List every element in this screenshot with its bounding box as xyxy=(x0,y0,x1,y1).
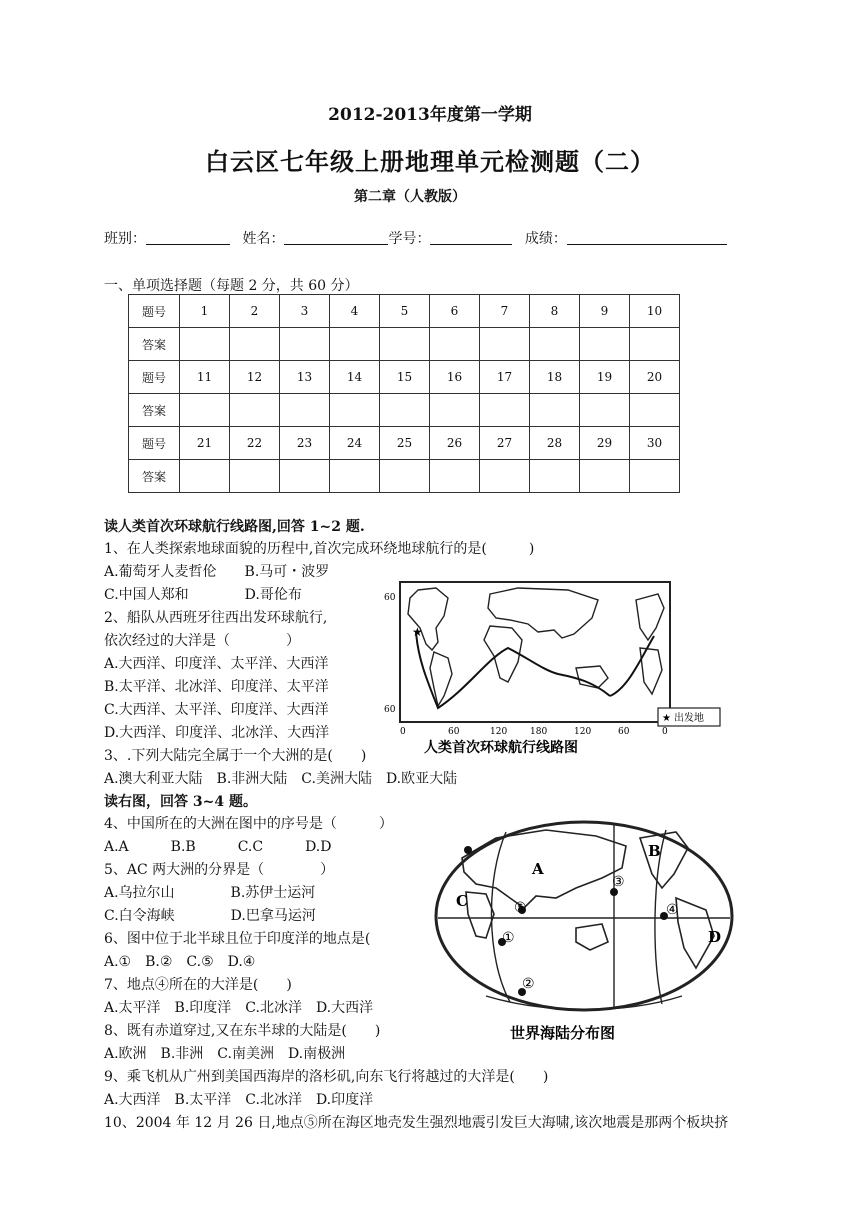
question-number: 19 xyxy=(580,361,630,394)
question-number: 20 xyxy=(630,361,680,394)
question-option: B.太平洋、北冰洋、印度洋、太平洋 xyxy=(104,679,329,695)
lon-label: 60 xyxy=(618,727,630,737)
lon-label: 0 xyxy=(662,727,668,737)
answer-cell[interactable] xyxy=(480,394,530,427)
table-row xyxy=(129,295,680,328)
answer-cell[interactable] xyxy=(330,394,380,427)
question-option: C.大西洋、太平洋、印度洋、大西洋 xyxy=(104,702,329,718)
question-options: A.乌拉尔山 B.苏伊士运河 xyxy=(104,885,316,901)
answer-cell[interactable] xyxy=(380,328,430,361)
point-label: ③ xyxy=(612,874,625,890)
question-text: 7、地点④所在的大洋是( ) xyxy=(104,977,292,993)
lon-label: 180 xyxy=(530,727,548,737)
answer-cell[interactable] xyxy=(630,460,680,493)
answer-cell[interactable] xyxy=(630,328,680,361)
lon-label: 120 xyxy=(574,727,592,737)
question-options: A.大西洋 B.太平洋 C.北冰洋 D.印度洋 xyxy=(104,1092,374,1108)
continent-label: D xyxy=(708,928,722,946)
answer-cell[interactable] xyxy=(180,460,230,493)
question-number: 16 xyxy=(430,361,480,394)
question-number: 11 xyxy=(180,361,230,394)
question-options: A.澳大利亚大陆 B.非洲大陆 C.美洲大陆 D.欧亚大陆 xyxy=(104,771,458,787)
answer-cell[interactable] xyxy=(430,394,480,427)
lon-label: 120 xyxy=(490,727,508,737)
name-label: 姓名： xyxy=(242,231,285,247)
answer-cell[interactable] xyxy=(480,460,530,493)
map-caption: 人类首次环球航行线路图 xyxy=(424,740,578,756)
question-options: A.太平洋 B.印度洋 C.北冰洋 D.大西洋 xyxy=(104,1000,374,1016)
continent-label: C xyxy=(456,892,468,910)
table-row xyxy=(129,427,680,460)
question-number: 30 xyxy=(630,427,680,460)
question-number: 24 xyxy=(330,427,380,460)
row-label: 答案 xyxy=(129,394,180,427)
question-options: A.欧洲 B.非洲 C.南美洲 D.南极洲 xyxy=(104,1046,346,1062)
id-label: 学号： xyxy=(388,231,431,247)
table-row xyxy=(129,328,680,361)
question-number: 18 xyxy=(530,361,580,394)
answer-cell[interactable] xyxy=(280,394,330,427)
answer-cell[interactable] xyxy=(380,460,430,493)
point-label: ⑤ xyxy=(514,900,527,916)
point-label: ④ xyxy=(666,902,679,918)
question-text: 5、AC 两大洲的分界是（ ） xyxy=(104,862,335,878)
table-row xyxy=(129,460,680,493)
question-text: 9、乘飞机从广州到美国西海岸的洛杉矶,向东飞行将越过的大洋是( ) xyxy=(104,1069,549,1085)
table-row xyxy=(129,361,680,394)
world-land-sea-map xyxy=(426,818,742,1048)
question-number: 5 xyxy=(380,295,430,328)
continent-label: B xyxy=(648,842,661,860)
question-number: 23 xyxy=(280,427,330,460)
question-number: 3 xyxy=(280,295,330,328)
year-term: 2012-2013年度第一学期 xyxy=(328,105,532,125)
map-point-marker xyxy=(464,846,472,854)
answer-cell[interactable] xyxy=(230,394,280,427)
question-options: A.① B.② C.⑤ D.④ xyxy=(104,954,256,970)
answer-cell[interactable] xyxy=(180,394,230,427)
question-number: 6 xyxy=(430,295,480,328)
question-text: 8、既有赤道穿过,又在东半球的大陆是( ) xyxy=(104,1023,381,1039)
question-options: C.中国人郑和 D.哥伦布 xyxy=(104,587,302,603)
question-option: D.大西洋、印度洋、北冰洋、大西洋 xyxy=(104,725,330,741)
page-title: 白云区七年级上册地理单元检测题（二） xyxy=(205,147,655,176)
answer-cell[interactable] xyxy=(280,328,330,361)
name-field[interactable] xyxy=(284,230,388,245)
question-number: 17 xyxy=(480,361,530,394)
question-text: 10、2004 年 12 月 26 日,地点⑤所在海区地壳发生强烈地震引发巨大海啸,该次地震是那两个板块挤 xyxy=(104,1115,729,1131)
navigation-route-map xyxy=(378,578,722,758)
passage-intro: 读右图，回答 3~4 题。 xyxy=(104,794,257,810)
point-label: ② xyxy=(522,976,535,992)
answer-cell[interactable] xyxy=(630,394,680,427)
continent-label: A xyxy=(532,860,544,878)
answer-cell[interactable] xyxy=(330,460,380,493)
question-number: 26 xyxy=(430,427,480,460)
question-number: 7 xyxy=(480,295,530,328)
question-text: 4、中国所在的大洲在图中的序号是（ ） xyxy=(104,816,393,832)
question-text: 3、.下列大陆完全属于一个大洲的是( ) xyxy=(104,748,367,764)
question-options: C.白令海峡 D.巴拿马运河 xyxy=(104,908,316,924)
lat-label: 60 xyxy=(384,593,396,603)
answer-cell[interactable] xyxy=(480,328,530,361)
question-number: 25 xyxy=(380,427,430,460)
answer-cell[interactable] xyxy=(430,460,480,493)
question-number: 27 xyxy=(480,427,530,460)
row-label: 题号 xyxy=(129,427,180,460)
section-title: 一、单项选择题（每题 2 分，共 60 分） xyxy=(104,278,359,294)
question-number: 9 xyxy=(580,295,630,328)
question-number: 14 xyxy=(330,361,380,394)
question-text: 1、在人类探索地球面貌的历程中,首次完成环绕地球航行的是( ) xyxy=(104,541,535,557)
class-label: 班别： xyxy=(104,231,146,247)
question-number: 4 xyxy=(330,295,380,328)
question-number: 8 xyxy=(530,295,580,328)
answer-cell[interactable] xyxy=(380,394,430,427)
answer-cell[interactable] xyxy=(280,460,330,493)
answer-cell[interactable] xyxy=(330,328,380,361)
class-field[interactable] xyxy=(146,230,230,245)
question-option: A.大西洋、印度洋、太平洋、大西洋 xyxy=(104,656,329,672)
answer-cell[interactable] xyxy=(530,328,580,361)
start-star-icon: ★ xyxy=(412,625,423,639)
answer-cell[interactable] xyxy=(530,394,580,427)
legend-star-icon: ★ xyxy=(662,713,671,724)
map-caption: 世界海陆分布图 xyxy=(510,1024,616,1042)
lat-label: 60 xyxy=(384,705,396,715)
question-number: 21 xyxy=(180,427,230,460)
passage-intro: 读人类首次环球航行线路图,回答 1~2 题. xyxy=(104,519,365,535)
answer-cell[interactable] xyxy=(580,460,630,493)
row-label: 答案 xyxy=(129,328,180,361)
answer-cell[interactable] xyxy=(580,394,630,427)
question-number: 2 xyxy=(230,295,280,328)
legend-label: 出发地 xyxy=(674,713,704,724)
page-subtitle: 第二章（人教版） xyxy=(354,189,466,205)
answer-cell[interactable] xyxy=(180,328,230,361)
score-field[interactable] xyxy=(567,230,727,245)
answer-table xyxy=(128,294,680,493)
question-number: 10 xyxy=(630,295,680,328)
id-field[interactable] xyxy=(430,230,512,245)
point-label: ① xyxy=(502,930,515,946)
question-number: 12 xyxy=(230,361,280,394)
row-label: 题号 xyxy=(129,361,180,394)
row-label: 题号 xyxy=(129,295,180,328)
question-number: 29 xyxy=(580,427,630,460)
row-label: 答案 xyxy=(129,460,180,493)
answer-cell[interactable] xyxy=(580,328,630,361)
question-options: A.葡萄牙人麦哲伦 B.马可・波罗 xyxy=(104,564,330,580)
answer-cell[interactable] xyxy=(230,328,280,361)
question-text: 依次经过的大洋是（ ） xyxy=(104,633,300,649)
score-label: 成绩： xyxy=(524,231,567,247)
question-number: 15 xyxy=(380,361,430,394)
answer-cell[interactable] xyxy=(430,328,480,361)
lon-label: 60 xyxy=(448,727,460,737)
question-number: 28 xyxy=(530,427,580,460)
question-options: A.A B.B C.C D.D xyxy=(104,839,332,855)
table-row xyxy=(129,394,680,427)
answer-cell[interactable] xyxy=(230,460,280,493)
answer-cell[interactable] xyxy=(530,460,580,493)
lon-label: 0 xyxy=(400,727,406,737)
question-number: 13 xyxy=(280,361,330,394)
question-text: 2、船队从西班牙往西出发环球航行, xyxy=(104,610,328,626)
question-number: 1 xyxy=(180,295,230,328)
student-info-line xyxy=(104,228,735,248)
question-number: 22 xyxy=(230,427,280,460)
question-text: 6、图中位于北半球且位于印度洋的地点是( xyxy=(104,931,371,947)
